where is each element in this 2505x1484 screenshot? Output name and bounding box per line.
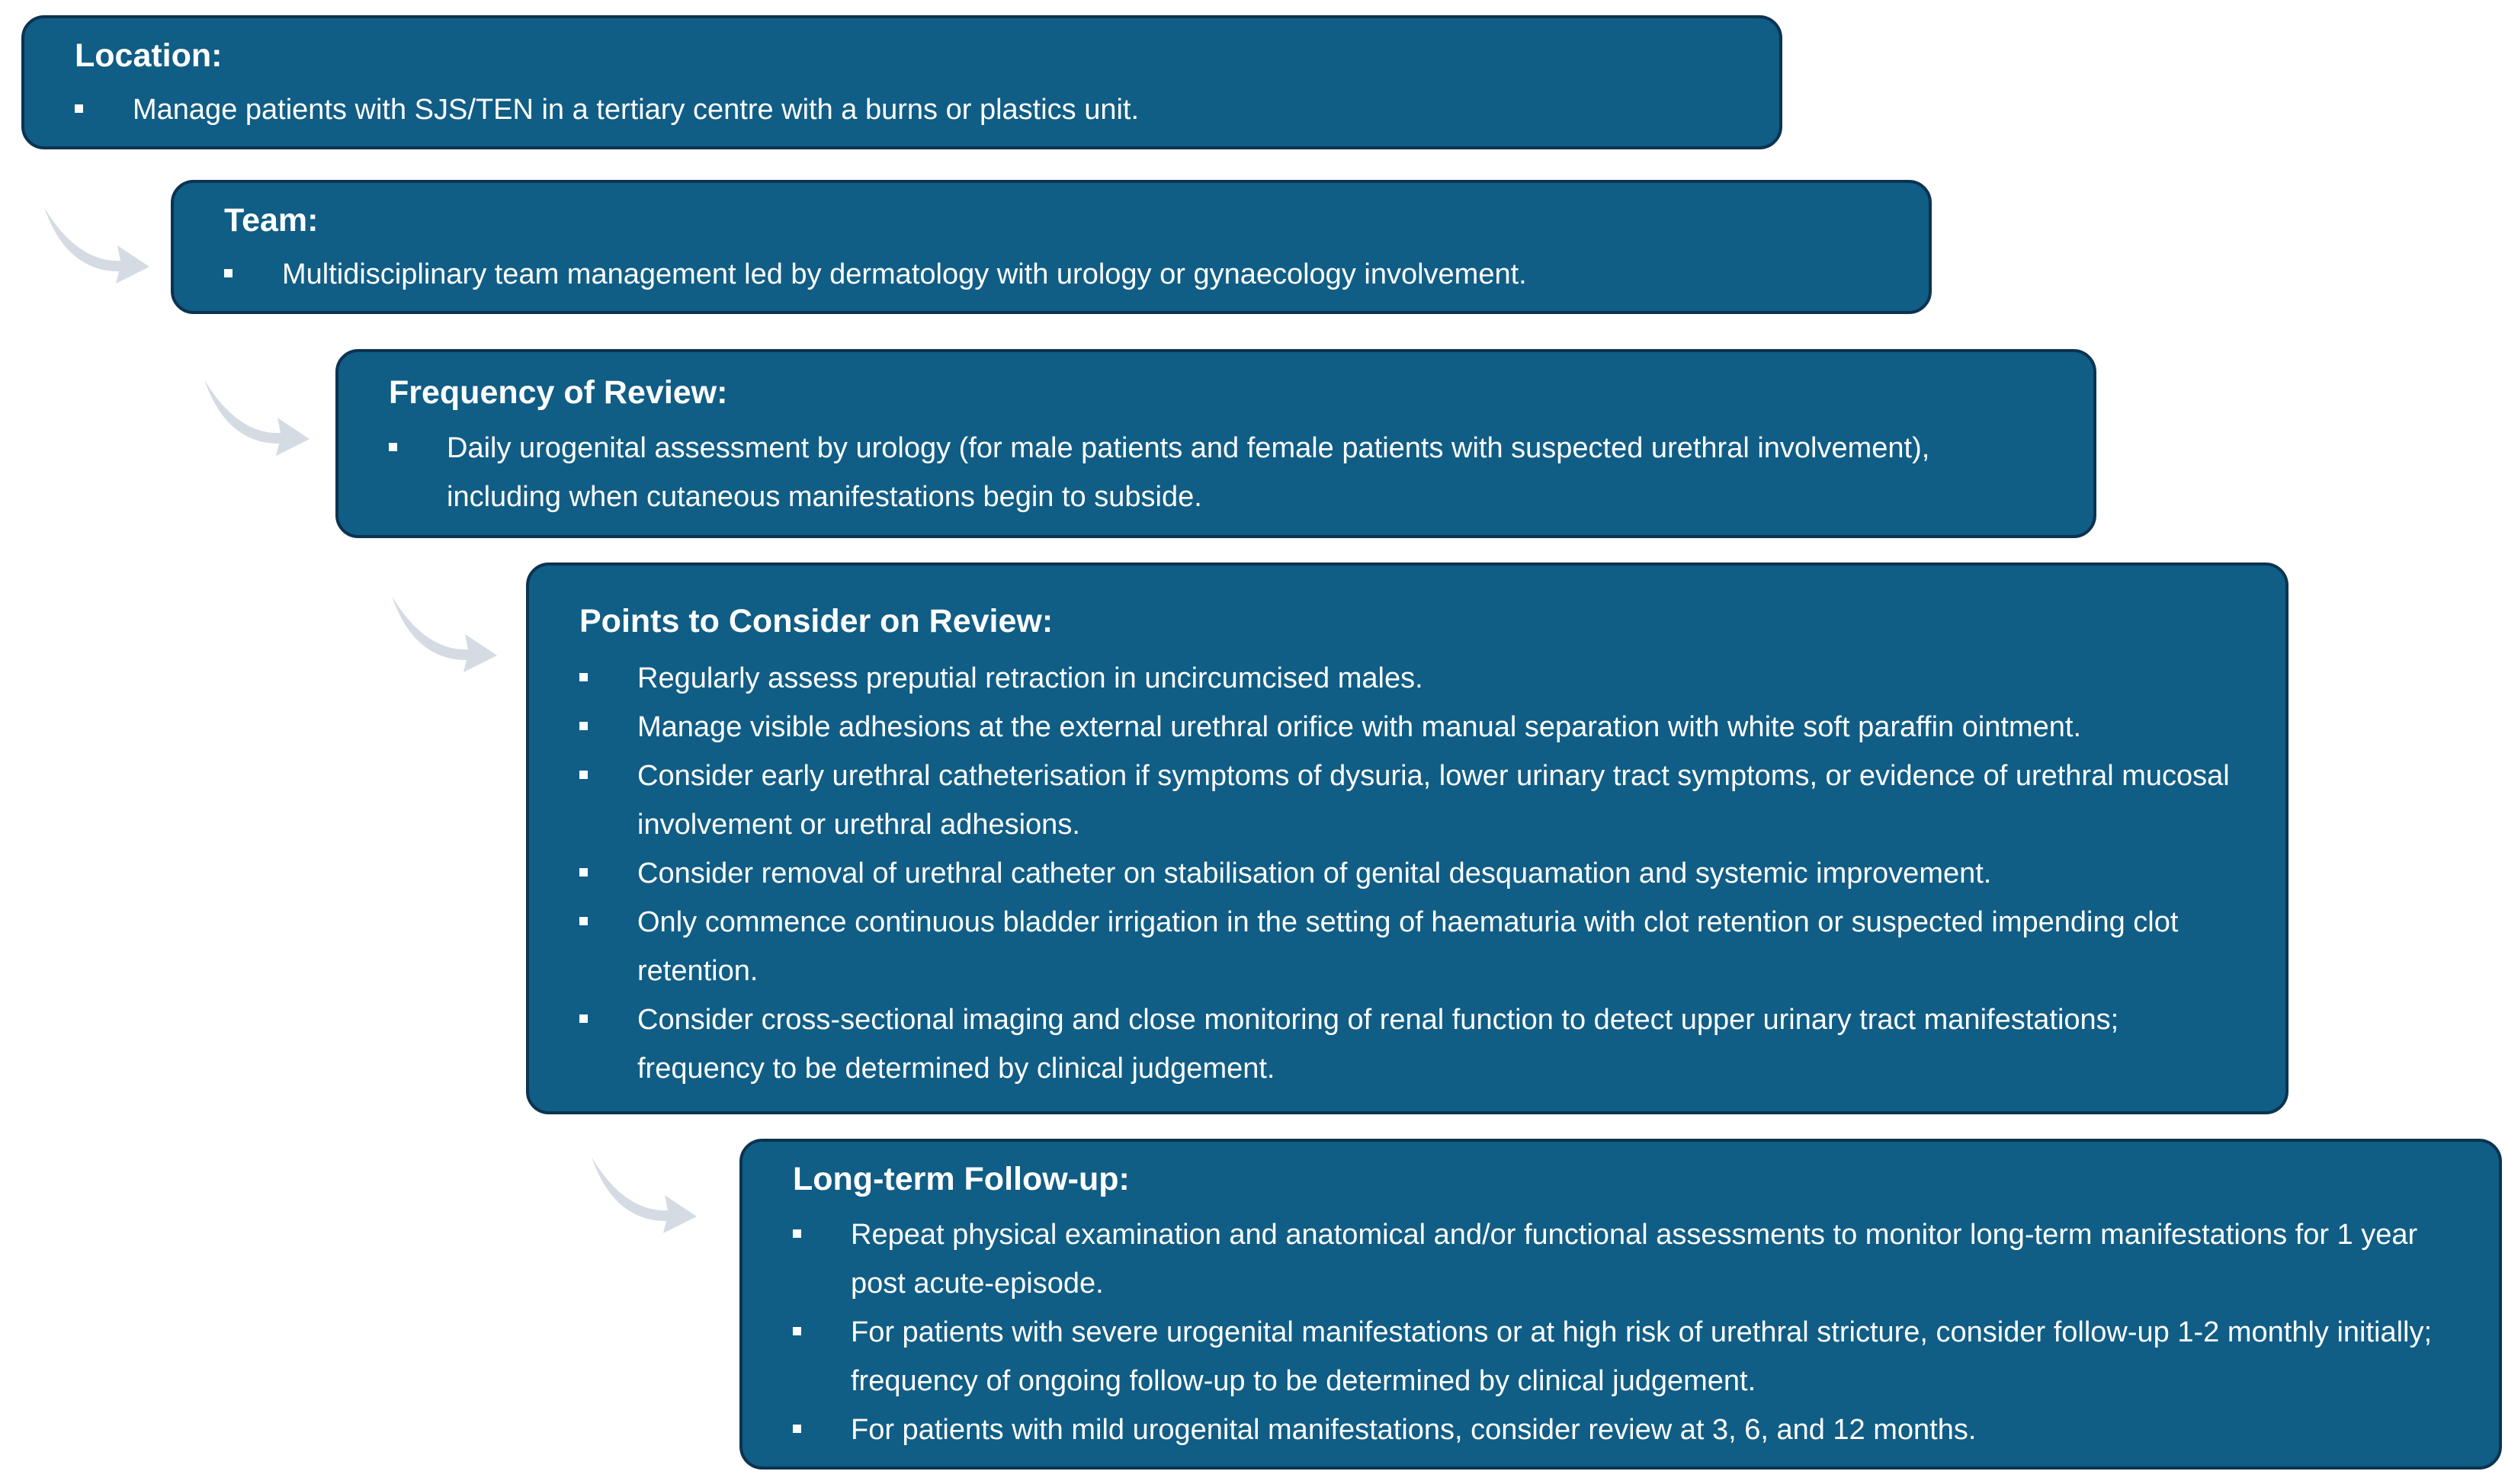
curved-arrow-icon [587, 1149, 701, 1237]
list-item-text: For patients with severe urogenital manifestations or at high risk of urethral stricture, consider follow-up 1-2 monthly initially; frequency of ongoing follow-up to be determined by clinical judgement. [851, 1316, 2433, 1397]
list-item [579, 849, 2234, 898]
list-item-text: Consider cross-sectional imaging and close monitoring of renal function to detect upper urinary tract manifestations; frequency to be determined by clinical judgement. [637, 1004, 2119, 1085]
list-item [579, 703, 2234, 752]
square-bullet-icon [389, 443, 397, 451]
list-item [793, 1210, 2447, 1308]
square-bullet-icon [793, 1327, 801, 1335]
list-item-text: Only commence continuous bladder irrigation in the setting of haematuria with clot retention or suspected impending clot retention. [637, 906, 2179, 987]
frequency-title: Frequency of Review: [389, 374, 728, 411]
list-item-text: Manage visible adhesions at the external urethral orifice with manual separation with white soft paraffin ointment. [637, 711, 2082, 743]
frequency-list [389, 424, 2035, 521]
location-list [75, 85, 1737, 134]
list-item [793, 1405, 2447, 1454]
location-title: Location: [75, 37, 223, 74]
follow-up-box [739, 1139, 2502, 1470]
square-bullet-icon [579, 722, 588, 730]
square-bullet-icon [224, 269, 233, 277]
points-title: Points to Consider on Review: [579, 603, 1054, 639]
team-title: Team: [224, 202, 319, 239]
list-item [793, 1308, 2447, 1405]
list-item-text: For patients with mild urogenital manifestations, consider review at 3, 6, and 12 months. [851, 1414, 1977, 1446]
square-bullet-icon [793, 1229, 801, 1238]
list-item-text: Consider early urethral catheterisation if symptoms of dysuria, lower urinary tract symptoms, or evidence of urethral mucosal involvement or urethral adhesions. [637, 760, 2230, 841]
points-list [579, 654, 2234, 1093]
square-bullet-icon [579, 771, 588, 779]
square-bullet-icon [793, 1425, 801, 1433]
list-item-text: Daily urogenital assessment by urology (for male patients and female patients with suspected urethral involvement), including when cutaneous manifestations begin to subside. [447, 432, 1930, 513]
list-item [389, 424, 2035, 521]
square-bullet-icon [75, 104, 83, 113]
points-box [526, 563, 2288, 1114]
curved-arrow-icon [40, 200, 154, 287]
square-bullet-icon [579, 673, 588, 681]
list-item-text: Manage patients with SJS/TEN in a tertiary centre with a burns or plastics unit. [133, 94, 1140, 126]
curved-arrow-icon [387, 588, 502, 676]
team-list [224, 250, 1886, 299]
square-bullet-icon [579, 917, 588, 925]
list-item-text: Regularly assess preputial retraction in uncircumcised males. [637, 662, 1423, 694]
list-item [75, 85, 1737, 134]
square-bullet-icon [579, 1014, 588, 1023]
square-bullet-icon [579, 868, 588, 877]
list-item-text: Repeat physical examination and anatomical and/or functional assessments to monitor long-term manifestations for 1 year post acute-episode. [851, 1219, 2418, 1300]
list-item-text: Consider removal of urethral catheter on stabilisation of genital desquamation and systemic improvement. [637, 857, 1992, 889]
list-item [579, 995, 2234, 1093]
list-item [579, 898, 2234, 995]
follow-up-title: Long-term Follow-up: [793, 1161, 1130, 1197]
frequency-box [335, 349, 2096, 538]
list-item [224, 250, 1886, 299]
location-box [21, 15, 1782, 149]
team-box [171, 180, 1932, 314]
list-item-text: Multidisciplinary team management led by dermatology with urology or gynaecology involvement. [282, 258, 1527, 290]
list-item [579, 654, 2234, 703]
follow-up-list [793, 1210, 2447, 1454]
curved-arrow-icon [200, 372, 314, 460]
list-item [579, 752, 2234, 849]
